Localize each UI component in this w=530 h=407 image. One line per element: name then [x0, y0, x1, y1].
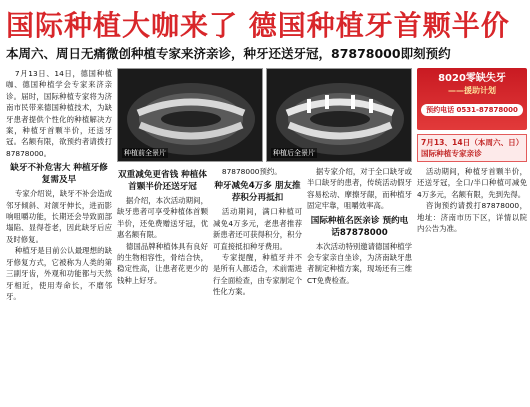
body-paragraph: 专家提醒，种植牙并不是所有人都适合，术前需进行全面检查，由专家制定个性化方案。 — [213, 253, 302, 297]
article-column-3 — [213, 166, 302, 404]
promo-banner — [417, 68, 527, 130]
body-paragraph: 专家介绍说，缺牙不补会造成邻牙倾斜、对颌牙伸长，进而影响咀嚼功能，长期还会导致面部塌陷、显得苍老，因此缺牙后应及时修复。 — [6, 189, 112, 244]
intro-paragraph: 7月13日、14日，德国种植咖、德国种植学会专家来济亲诊。届时，国际种植专家将为济南市民带来德国种植技术，为缺牙患者提供个性化的种植解决方案，种植牙首颗半价，还送牙冠。名额有限，欲预约者请拨打87878000。 — [6, 69, 112, 158]
body-paragraph: 本次活动特别邀请德国种植学会专家亲自坐诊，为济南缺牙患者制定种植方案，现场还有三维CT免费检查。 — [307, 241, 412, 285]
body-paragraph: 咨询预约请拨打87878000，地址：济南市历下区，详情以院内公告为准。 — [417, 201, 527, 234]
article-column-1 — [6, 68, 112, 404]
body-paragraph: 据专家介绍，对于全口缺牙或半口缺牙的患者，传统活动假牙容易松动、摩擦牙龈，而种植牙固定牢靠，咀嚼效率高。 — [307, 167, 412, 211]
xray-before-caption: 种植前全景片 — [124, 149, 166, 157]
subheadline: 本周六、周日无痛微创种植专家来济亲诊，种牙还送牙冠，87878000即刻预约 — [6, 46, 451, 61]
event-date: 7月13、14日（本周六、日） — [421, 138, 524, 147]
article-column-4 — [307, 166, 412, 404]
promo-phone: 预约电话 0531-87878000 — [421, 104, 523, 116]
event-date-box — [417, 134, 527, 162]
body-paragraph: 活动期间，种植牙首颗半价，还送牙冠，全口/半口种植可减免4万多元，名额有限，先到先得。 — [417, 167, 527, 199]
body-paragraph: 87878000预约。 — [221, 167, 282, 176]
dental-xray-after-image — [266, 68, 412, 162]
body-paragraph: 活动期间，满口种植可减免4万多元，老患者推荐新患者还可获得积分，积分可直接抵扣种牙费用。 — [213, 207, 302, 251]
headline: 国际种植大咖来了 德国种植牙首颗半价 — [6, 9, 510, 42]
event-title: 国际种植专家亲诊 — [421, 149, 482, 158]
section-heading-missing-teeth: 缺牙不补危害大 种植牙修复需及早 — [10, 163, 108, 186]
article-column-5 — [417, 134, 527, 404]
section-heading-experts: 国际种植名医亲诊 预约电话87878000 — [310, 215, 409, 238]
body-paragraph: 种植牙是目前公认最理想的缺牙修复方式，它被称为人类的第三副牙齿，外观和功能都与天然牙相近，使用寿命长，不磨邻牙。 — [6, 246, 112, 301]
promo-subtitle: ——援助计划 — [448, 86, 496, 95]
xray-after-caption: 种植后全景片 — [273, 149, 315, 157]
section-heading-savings: 种牙减免4万多 朋友推荐积分再抵扣 — [214, 181, 301, 204]
body-paragraph: 据介绍，本次活动期间，缺牙患者可享受种植体首颗半价，还免费赠送牙冠，优惠名额有限。 — [117, 196, 208, 240]
body-paragraph: 德国品牌种植体具有良好的生物相容性，骨结合快，稳定性高，让患者花更少的钱种上好牙。 — [117, 241, 208, 285]
section-heading-discount: 双重减免更省钱 种植体首颗半价还送牙冠 — [118, 170, 207, 192]
promo-title: 8020零缺失牙 — [438, 73, 506, 84]
article-column-2 — [117, 166, 208, 404]
dental-xray-before-image — [117, 68, 263, 162]
